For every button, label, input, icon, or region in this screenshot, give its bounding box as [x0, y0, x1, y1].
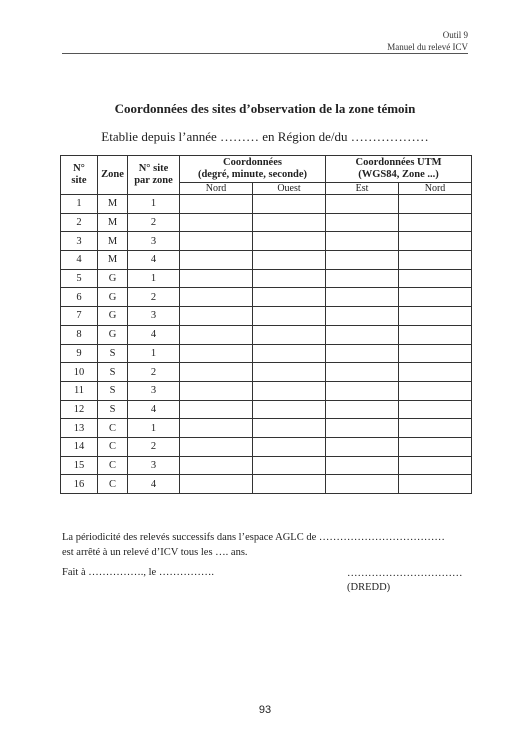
cell-site-number: 16: [61, 475, 98, 494]
page-subtitle: Etablie depuis l’année ……… en Région de/du ………………: [101, 129, 429, 144]
cell-empty: [180, 400, 253, 419]
cell-site-number: 1: [61, 195, 98, 214]
cell-empty: [253, 363, 326, 382]
cell-empty: [399, 400, 472, 419]
cell-empty: [326, 437, 399, 456]
table-row: [61, 419, 472, 438]
cell-empty: [399, 213, 472, 232]
cell-site-per-zone: 1: [128, 344, 180, 363]
cell-empty: [253, 325, 326, 344]
cell-site-per-zone: 2: [128, 288, 180, 307]
signature-dots: ……………………………: [347, 568, 463, 579]
header-zone: Zone: [98, 156, 128, 195]
cell-empty: [326, 419, 399, 438]
cell-empty: [326, 288, 399, 307]
cell-site-number: 8: [61, 325, 98, 344]
cell-site-number: 14: [61, 437, 98, 456]
cell-empty: [180, 325, 253, 344]
cell-site-per-zone: 3: [128, 381, 180, 400]
cell-empty: [399, 195, 472, 214]
cell-zone: G: [98, 325, 128, 344]
cell-empty: [399, 251, 472, 270]
cell-empty: [253, 213, 326, 232]
cell-empty: [399, 232, 472, 251]
header-coord-ouest: Ouest: [253, 183, 326, 195]
cell-site-number: 9: [61, 344, 98, 363]
cell-zone: S: [98, 381, 128, 400]
cell-zone: M: [98, 251, 128, 270]
header-coordinates: Coordonnées (degré, minute, seconde): [180, 156, 326, 183]
cell-empty: [253, 400, 326, 419]
cell-site-number: 6: [61, 288, 98, 307]
cell-empty: [180, 269, 253, 288]
cell-empty: [326, 213, 399, 232]
cell-empty: [253, 437, 326, 456]
cell-empty: [180, 381, 253, 400]
page-number: 93: [258, 704, 272, 716]
cell-empty: [180, 251, 253, 270]
cell-empty: [253, 251, 326, 270]
table-row: [61, 400, 472, 419]
cell-site-per-zone: 1: [128, 195, 180, 214]
cell-site-number: 12: [61, 400, 98, 419]
cell-empty: [326, 363, 399, 382]
table-row: [61, 475, 472, 494]
cell-site-per-zone: 4: [128, 400, 180, 419]
cell-empty: [399, 456, 472, 475]
cell-empty: [180, 419, 253, 438]
table-row: [61, 363, 472, 382]
cell-empty: [253, 344, 326, 363]
table-row: [61, 381, 472, 400]
header-utm: Coordonnées UTM (WGS84, Zone ...): [326, 156, 472, 183]
cell-zone: S: [98, 400, 128, 419]
cell-empty: [253, 456, 326, 475]
table-row: [61, 213, 472, 232]
cell-empty: [326, 456, 399, 475]
cell-empty: [326, 307, 399, 326]
header-utm-est: Est: [326, 183, 399, 195]
cell-empty: [326, 325, 399, 344]
cell-empty: [180, 213, 253, 232]
cell-empty: [253, 232, 326, 251]
cell-site-per-zone: 4: [128, 475, 180, 494]
cell-site-per-zone: 3: [128, 456, 180, 475]
cell-empty: [180, 437, 253, 456]
cell-site-number: 10: [61, 363, 98, 382]
header-site-per-zone: N° site par zone: [128, 156, 180, 195]
cell-zone: C: [98, 475, 128, 494]
cell-site-number: 3: [61, 232, 98, 251]
cell-site-per-zone: 1: [128, 269, 180, 288]
table-row: [61, 251, 472, 270]
table-row: [61, 344, 472, 363]
cell-empty: [326, 475, 399, 494]
table-row: [61, 307, 472, 326]
cell-empty: [253, 269, 326, 288]
periodicity-line-1: La périodicité des relevés successifs dans l’espace AGLC de ………………………………: [62, 532, 445, 543]
cell-zone: M: [98, 213, 128, 232]
cell-empty: [399, 381, 472, 400]
cell-site-per-zone: 1: [128, 419, 180, 438]
cell-empty: [326, 269, 399, 288]
cell-empty: [399, 475, 472, 494]
cell-zone: G: [98, 307, 128, 326]
cell-zone: G: [98, 269, 128, 288]
cell-empty: [253, 307, 326, 326]
cell-empty: [253, 419, 326, 438]
table-row: [61, 195, 472, 214]
table-body: [61, 195, 472, 494]
table-row: [61, 437, 472, 456]
cell-site-per-zone: 2: [128, 363, 180, 382]
cell-empty: [180, 288, 253, 307]
header-rule: [62, 53, 468, 54]
cell-zone: G: [98, 288, 128, 307]
table-row: [61, 269, 472, 288]
cell-empty: [326, 195, 399, 214]
cell-zone: C: [98, 437, 128, 456]
place-date-line: Fait à ……………., le …………….: [62, 567, 214, 578]
cell-site-number: 15: [61, 456, 98, 475]
cell-site-per-zone: 2: [128, 437, 180, 456]
sites-table: [60, 155, 472, 494]
cell-zone: S: [98, 344, 128, 363]
cell-site-per-zone: 3: [128, 307, 180, 326]
cell-empty: [326, 232, 399, 251]
cell-site-number: 11: [61, 381, 98, 400]
signature-block: [347, 567, 463, 595]
cell-site-number: 5: [61, 269, 98, 288]
cell-empty: [326, 344, 399, 363]
cell-site-number: 2: [61, 213, 98, 232]
periodicity-line-2: est arrêté à un relevé d’ICV tous les …. ans.: [62, 547, 248, 558]
cell-site-number: 13: [61, 419, 98, 438]
cell-empty: [326, 381, 399, 400]
cell-empty: [180, 456, 253, 475]
cell-empty: [180, 344, 253, 363]
cell-empty: [399, 325, 472, 344]
cell-empty: [253, 288, 326, 307]
header-manual: Manuel du relevé ICV: [387, 42, 468, 52]
cell-site-per-zone: 4: [128, 251, 180, 270]
cell-site-number: 4: [61, 251, 98, 270]
cell-empty: [399, 288, 472, 307]
cell-zone: M: [98, 195, 128, 214]
cell-empty: [399, 344, 472, 363]
cell-empty: [180, 232, 253, 251]
cell-site-number: 7: [61, 307, 98, 326]
cell-empty: [180, 195, 253, 214]
cell-site-per-zone: 3: [128, 232, 180, 251]
cell-empty: [326, 251, 399, 270]
table-row: [61, 288, 472, 307]
cell-empty: [180, 475, 253, 494]
signature-authority: (DREDD): [347, 582, 391, 593]
cell-site-per-zone: 4: [128, 325, 180, 344]
header-coord-nord: Nord: [180, 183, 253, 195]
table-row: [61, 232, 472, 251]
cell-empty: [253, 195, 326, 214]
cell-zone: C: [98, 419, 128, 438]
table-row: [61, 456, 472, 475]
running-header: [387, 29, 468, 53]
header-tool: Outil 9: [442, 30, 468, 40]
cell-zone: C: [98, 456, 128, 475]
cell-empty: [180, 307, 253, 326]
cell-empty: [253, 475, 326, 494]
cell-site-per-zone: 2: [128, 213, 180, 232]
cell-empty: [399, 419, 472, 438]
header-site-number: N° site: [61, 156, 98, 195]
page-title: Coordonnées des sites d’observation de la zone témoin: [114, 101, 416, 116]
cell-empty: [180, 363, 253, 382]
periodicity-paragraph: [62, 530, 445, 560]
cell-empty: [399, 269, 472, 288]
table-row: [61, 325, 472, 344]
cell-empty: [399, 307, 472, 326]
header-utm-nord: Nord: [399, 183, 472, 195]
cell-empty: [326, 400, 399, 419]
cell-zone: S: [98, 363, 128, 382]
cell-empty: [399, 437, 472, 456]
cell-zone: M: [98, 232, 128, 251]
cell-empty: [253, 381, 326, 400]
cell-empty: [399, 363, 472, 382]
